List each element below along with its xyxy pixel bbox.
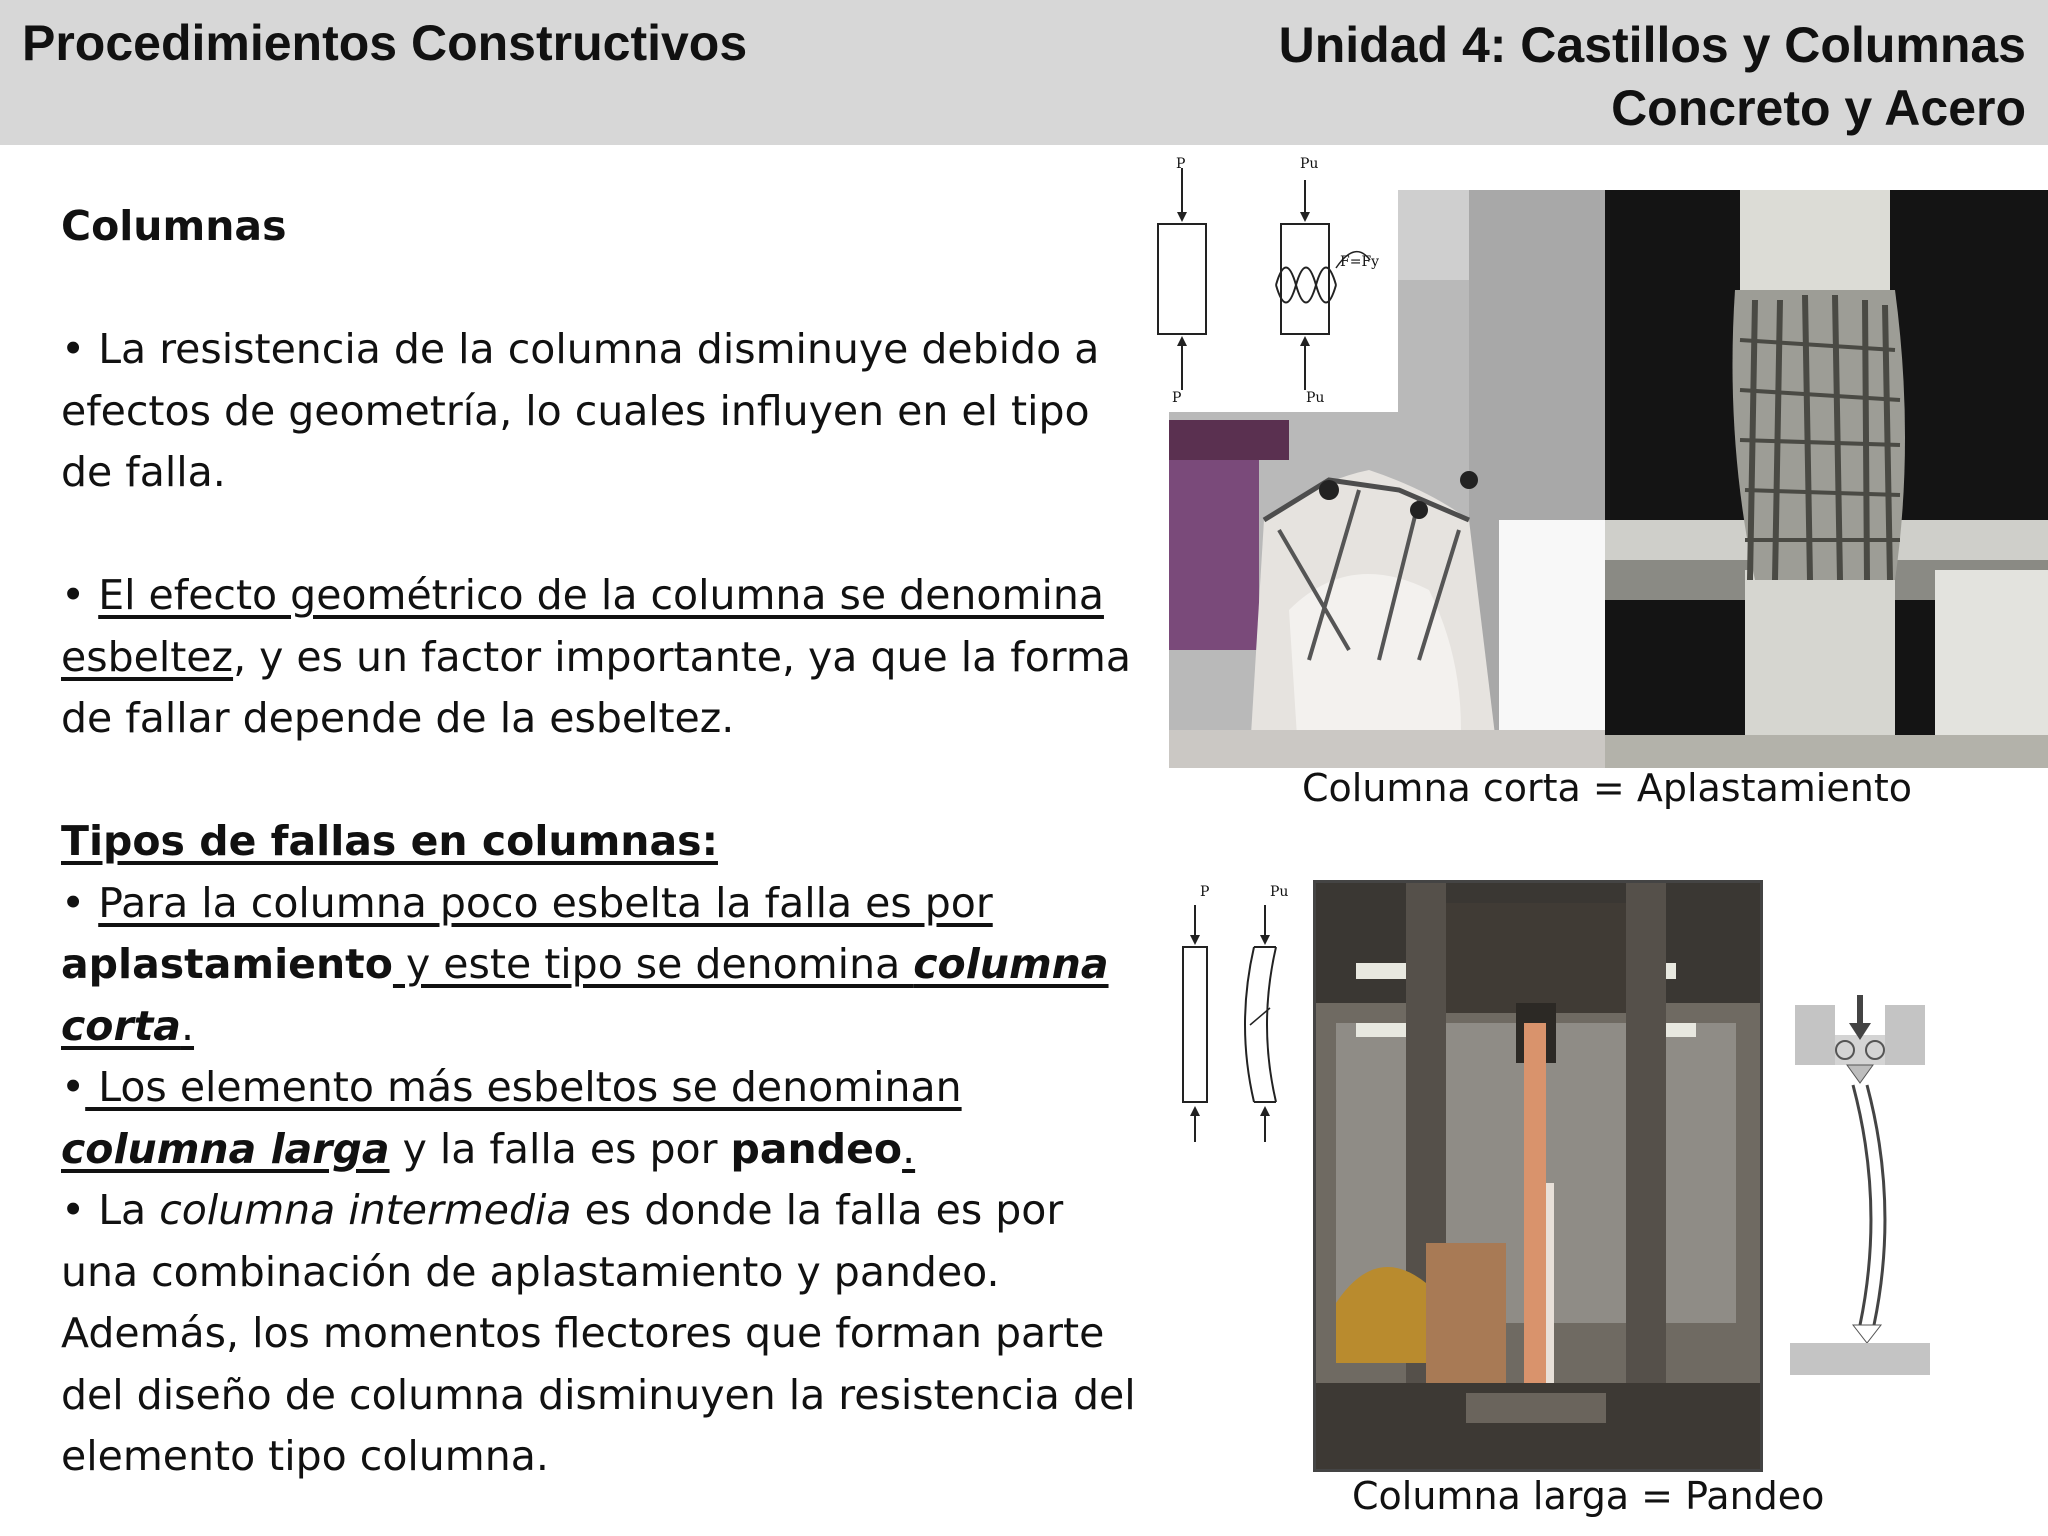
- term-columna-corta: columna corta: [61, 940, 1109, 1050]
- unit-title: [1279, 14, 2026, 140]
- slide-body-text: [61, 196, 1141, 1488]
- long-column-test-machine-photo: [1313, 880, 1763, 1472]
- label-pu-long: Pu: [1270, 884, 1289, 900]
- label-p-long: P: [1200, 884, 1210, 900]
- bullet-intermediate-column: • La columna intermedia es donde la falla es por una combinación de aplastamiento y pandeo. Además, los momentos flectores que forman parte del diseño de columna disminuyen la resistencia del elemento tipo columna.: [61, 1186, 1136, 1480]
- term-columna-intermedia: columna intermedia: [159, 1186, 572, 1234]
- short-column-rebar-photo: [1605, 190, 2048, 768]
- slenderness-definition: El efecto geométrico de la columna se denomina esbeltez: [61, 571, 1104, 681]
- label-pu-bottom: Pu: [1306, 390, 1325, 406]
- section-heading: Columnas: [61, 202, 287, 250]
- term-pandeo: pandeo: [730, 1124, 903, 1173]
- bullet-short-column: • Para la columna poco esbelta la falla es por aplastamiento y este tipo se denomina columna corta.: [61, 878, 1109, 1050]
- term-aplastamiento: aplastamiento: [61, 940, 393, 988]
- long-column-load-diagram: [1170, 880, 1300, 1150]
- term-columna-larga: columna larga: [61, 1124, 390, 1173]
- short-column-caption: Columna corta = Aplastamiento: [1302, 766, 1912, 810]
- label-p-top: P: [1176, 156, 1186, 172]
- long-column-caption: Columna larga = Pandeo: [1352, 1474, 1825, 1518]
- unit-title-line-1: Unidad 4: Castillos y Columnas: [1278, 17, 2026, 73]
- paragraph-slenderness: • El efecto geométrico de la columna se denomina esbeltez, y es un factor importante, ya que la forma de fallar depende de la esbeltez.: [61, 571, 1131, 742]
- unit-title-line-2: Concreto y Acero: [1611, 80, 2026, 136]
- label-pu-top: Pu: [1300, 156, 1319, 172]
- course-title: Procedimientos Constructivos: [22, 15, 748, 71]
- label-p-bottom: P: [1172, 390, 1182, 406]
- paragraph-resistance: • La resistencia de la columna disminuye debido a efectos de geometría, lo cuales influyen en el tipo de falla.: [61, 325, 1100, 496]
- failure-types-heading: Tipos de fallas en columnas:: [61, 817, 718, 865]
- short-column-load-diagram: [1150, 150, 1398, 412]
- label-f-fy: F=Fy: [1340, 254, 1380, 270]
- long-column-buckling-sketch: [1785, 995, 1935, 1380]
- slide-header: [0, 0, 2048, 145]
- bullet-long-column: • Los elemento más esbeltos se denominan columna larga y la falla es por pandeo.: [61, 1063, 962, 1173]
